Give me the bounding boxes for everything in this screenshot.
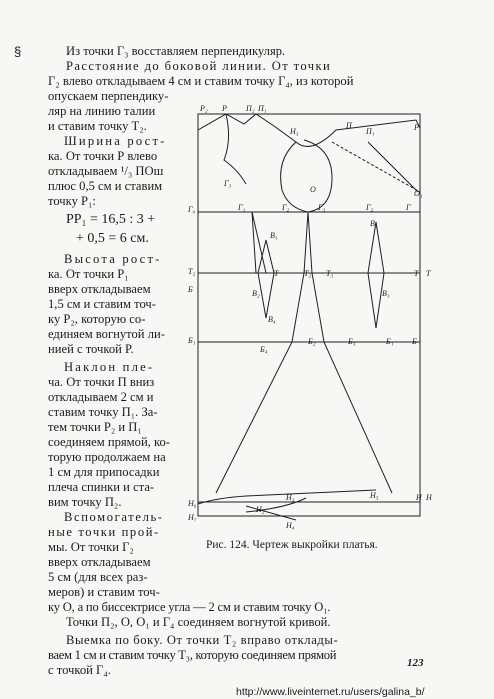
svg-text:Н₂: Н₂: [256, 505, 265, 514]
back-armhole: [224, 114, 246, 184]
text-line: точку Р₁:: [48, 194, 96, 208]
text-line: ные точки прой-: [48, 525, 160, 539]
svg-text:Б₃: Б₃: [348, 337, 356, 346]
text-line: ча. От точки П вниз: [48, 375, 155, 389]
text-line: тем точки Р₂ и П₁: [48, 420, 142, 434]
svg-text:В₄: В₄: [268, 315, 276, 324]
text-line: нией с точкой Р.: [48, 342, 134, 356]
armhole: [281, 140, 332, 212]
text-line: ваем 1 см и ставим точку Т₃, которую соединяем прямой: [48, 648, 337, 662]
svg-text:В₃: В₃: [382, 289, 390, 298]
svg-text:Б₁: Б₁: [386, 337, 394, 346]
text-line: плеча спинки и ста-: [48, 480, 155, 494]
text-line: вверх откладываем: [48, 282, 151, 296]
svg-text:О: О: [310, 185, 316, 194]
text-line: Наклон пле-: [64, 360, 155, 374]
svg-text:Т₃: Т₃: [326, 269, 334, 278]
text-line: Из точки Г₃ восставляем перпендикуляр.: [66, 44, 286, 58]
svg-text:Г: Г: [406, 203, 411, 212]
svg-text:В₁: В₁: [370, 219, 378, 228]
svg-text:Н₆: Н₆: [188, 499, 197, 508]
svg-text:Г₀: Г₀: [188, 205, 196, 214]
text-line: Высота рост-: [64, 252, 162, 266]
svg-text:Н₃: Н₃: [290, 127, 299, 136]
svg-text:Г₃: Г₃: [224, 179, 232, 188]
text-line: Точки П₂, О, О₁ и Г₄ соединяем вогнутой кривой.: [66, 615, 331, 629]
svg-text:Г₃: Г₃: [318, 203, 326, 212]
back-dart: [258, 240, 274, 318]
text-line: 1 см для припосадки: [48, 465, 160, 479]
front-dart: [368, 222, 384, 328]
text-line: торую продолжаем на: [48, 450, 166, 464]
text-line: ляр на линию талии: [48, 104, 156, 118]
text-line: 1,5 см и ставим точ-: [48, 297, 156, 311]
figure-caption: Рис. 124. Чертеж выкройки платья.: [206, 539, 378, 551]
text-line: Расстояние до боковой линии. От точки: [66, 59, 332, 73]
text-line: единяем вогнутой ли-: [48, 327, 165, 341]
text-line: мы. От точки Г₂: [48, 540, 134, 554]
text-line: ку О, а по биссектрисе угла — 2 см и ставим точку О₁.: [48, 600, 331, 614]
svg-text:Т: Т: [274, 269, 279, 278]
svg-text:Г₁: Г₁: [238, 203, 246, 212]
side-seam-front: [308, 212, 392, 493]
svg-text:Б: Б: [188, 285, 193, 294]
text-line: откладываем 2 см и: [48, 390, 154, 404]
text-line: Ширина рост-: [64, 134, 167, 148]
text-line: откладываем ¹/₃ ПОш: [48, 164, 164, 178]
svg-text:Н₃: Н₃: [286, 493, 295, 502]
svg-text:Т: Т: [414, 269, 419, 278]
text-line: вверх откладываем: [48, 555, 151, 569]
dress-pattern-drawing: [186, 100, 436, 532]
svg-text:П₁: П₁: [258, 104, 267, 113]
text-line: меров) и ставим точ-: [48, 585, 160, 599]
text-line: ку Р₂, которую со-: [48, 312, 146, 326]
svg-text:В₂: В₂: [252, 289, 260, 298]
svg-text:Т₂: Т₂: [188, 267, 196, 276]
svg-text:П₂: П₂: [246, 104, 255, 113]
formula-line: + 0,5 = 6 см.: [76, 231, 149, 246]
svg-text:Т₂: Т₂: [304, 269, 312, 278]
page-number: 123: [407, 657, 424, 669]
svg-text:В₁: В₁: [270, 231, 278, 240]
svg-text:Т: Т: [426, 269, 431, 278]
text-line: ка. От точки Р влево: [48, 149, 158, 163]
svg-text:Р₂: Р₂: [200, 104, 208, 113]
svg-text:П: П: [346, 121, 352, 130]
frame-rect: [198, 114, 420, 516]
svg-text:Н₇: Н₇: [188, 513, 197, 522]
svg-text:Н: Н: [426, 493, 432, 502]
hem-curve-back: [246, 498, 306, 512]
svg-text:П₁: П₁: [366, 127, 375, 136]
text-line: ставим точку П₁. За-: [48, 405, 158, 419]
text-line: с точкой Г₄.: [48, 663, 111, 677]
svg-text:Г₂: Г₂: [366, 203, 374, 212]
svg-text:Н₄: Н₄: [286, 521, 295, 530]
margin-mark: §: [14, 44, 22, 59]
svg-text:Н: Н: [416, 493, 422, 502]
text-line: плюс 0,5 см и ставим: [48, 179, 163, 193]
text-line: Г₂ влево откладываем 4 см и ставим точку Г₄, из которой: [48, 74, 354, 88]
text-line: опускаем перпендику-: [48, 89, 169, 103]
formula-line: РР₁ = 16,5 : 3 +: [66, 212, 156, 227]
svg-text:Б₄: Б₄: [260, 345, 268, 354]
text-line: 5 см (для всех раз-: [48, 570, 148, 584]
footer-url: http://www.liveinternet.ru/users/galina_b/: [236, 686, 425, 698]
text-line: соединяем прямой, ко-: [48, 435, 170, 449]
text-line: вим точку П₂.: [48, 495, 122, 509]
text-line: и ставим точку Т₂.: [48, 119, 147, 133]
text-line: Выемка по боку. От точки Т₂ вправо отклады-: [66, 633, 339, 647]
svg-text:Р: Р: [414, 123, 419, 132]
svg-text:Б₁: Б₁: [188, 336, 196, 345]
svg-text:О₁: О₁: [414, 189, 423, 198]
text-line: Вспомогатель-: [64, 510, 164, 524]
svg-text:Б₂: Б₂: [308, 337, 316, 346]
svg-text:Б: Б: [412, 337, 417, 346]
svg-text:Р: Р: [222, 104, 227, 113]
svg-text:Н₅: Н₅: [370, 491, 379, 500]
svg-text:Г₂: Г₂: [282, 203, 290, 212]
text-line: ка. От точки Р₁: [48, 267, 129, 281]
